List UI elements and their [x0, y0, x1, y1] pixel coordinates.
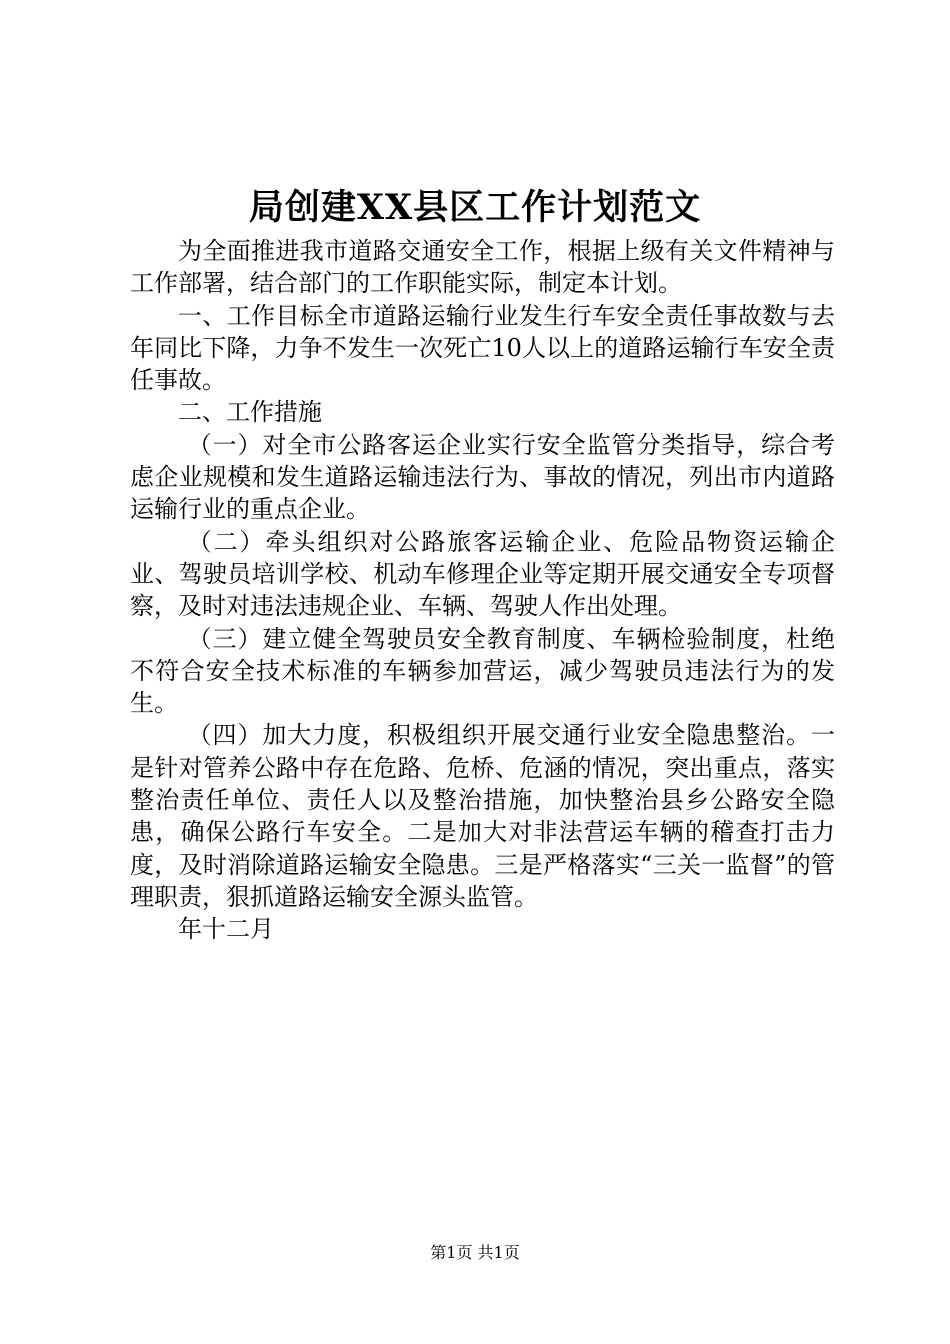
paragraph-intro: 为全面推进我市道路交通安全工作，根据上级有关文件精神与工作部署，结合部门的工作职能实际，制定本计划。	[130, 237, 835, 298]
page-footer: 第1页 共1页	[430, 1243, 520, 1262]
paragraph-measure-1: （一）对全市公路客运企业实行安全监管分类指导，综合考虑企业规模和发生道路运输违法行为、事故的情况，列出市内道路运输行业的重点企业。	[130, 430, 835, 524]
paragraph-date: 年十二月	[178, 915, 274, 944]
document-title: 局创建XX县区工作计划范文	[248, 187, 702, 228]
paragraph-measure-3: （三）建立健全驾驶员安全教育制度、车辆检验制度，杜绝不符合安全技术标准的车辆参加营运，减少驾驶员违法行为的发生。	[130, 624, 835, 718]
paragraph-work-goal: 一、工作目标全市道路运输行业发生行车安全责任事故数与去年同比下降，力争不发生一次死亡10人以上的道路运输行车安全责任事故。	[130, 301, 835, 395]
document-body	[130, 235, 835, 946]
paragraph-measure-4: （四）加大力度，积极组织开展交通行业安全隐患整治。一是针对管养公路中存在危路、危桥、危涵的情况，突出重点，落实整治责任单位、责任人以及整治措施，加快整治县乡公路安全隐患，确保公路行车安全。二是加大对非法营运车辆的稽查打击力度，及时消除道路运输安全隐患。三是严格落实“三关一监督”的管理职责，狠抓道路运输安全源头监管。	[130, 721, 835, 911]
paragraph-measures-heading: 二、工作措施	[178, 398, 322, 427]
paragraph-measure-2: （二）牵头组织对公路旅客运输企业、危险品物资运输企业、驾驶员培训学校、机动车修理企业等定期开展交通安全专项督察，及时对违法违规企业、车辆、驾驶人作出处理。	[130, 527, 835, 621]
